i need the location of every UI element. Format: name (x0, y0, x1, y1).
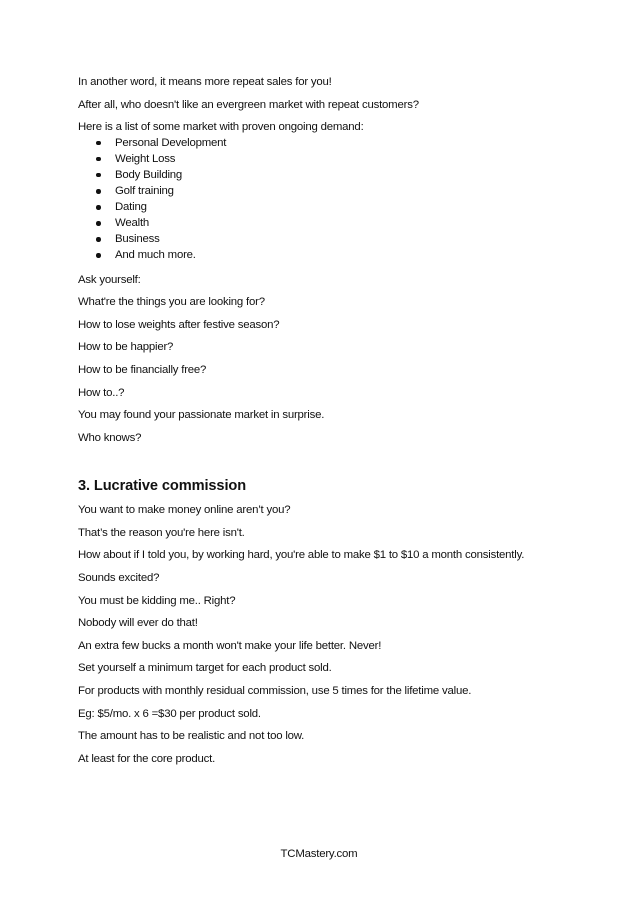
bullet-icon (96, 173, 101, 178)
ask-line-1: Ask yourself: (78, 273, 141, 286)
ask-line-7: You may found your passionate market in surprise. (78, 409, 325, 422)
page-footer (0, 848, 638, 860)
section-heading: 3. Lucrative commission (78, 478, 247, 495)
footer-text: TCMastery.com (280, 848, 358, 860)
list-item-text: Wealth (115, 217, 150, 230)
ask-line-2: What're the things you are looking for? (78, 296, 265, 309)
list-item (78, 215, 578, 231)
bullet-icon (96, 205, 101, 210)
section-line-9: For products with monthly residual commission, use 5 times for the lifetime value. (78, 685, 472, 698)
ask-line-8: Who knows? (78, 431, 142, 444)
list-item (78, 199, 578, 215)
bullet-icon (96, 253, 101, 258)
section-line-11: The amount has to be realistic and not too low. (78, 730, 305, 743)
section-line-2: That’s the reason you're here isn't. (78, 526, 245, 539)
bullet-icon (96, 189, 101, 194)
ask-line-6: How to..? (78, 386, 125, 399)
section-line-12: At least for the core product. (78, 752, 216, 765)
bullet-icon (96, 157, 101, 162)
list-item-text: And much more. (115, 249, 196, 262)
list-item-text: Weight Loss (115, 152, 176, 165)
ask-line-3: How to lose weights after festive season? (78, 318, 280, 331)
list-item (78, 183, 578, 199)
list-item-text: Golf training (115, 185, 174, 198)
list-item (78, 231, 578, 247)
section-line-3: How about if I told you, by working hard, you're able to make $1 to $10 a month consistently. (78, 549, 525, 562)
document-page (78, 74, 578, 773)
section-line-10: Eg: $5/mo. x 6 =$30 per product sold. (78, 707, 261, 720)
intro-line-1: In another word, it means more repeat sales for you! (78, 76, 332, 88)
list-item (78, 247, 578, 263)
list-item-text: Personal Development (115, 136, 227, 149)
market-list (78, 135, 578, 264)
list-item (78, 135, 578, 151)
intro-line-3: Here is a list of some market with proven ongoing demand: (78, 121, 364, 134)
section-line-6: Nobody will ever do that! (78, 617, 198, 630)
bullet-icon (96, 221, 101, 226)
section-line-7: An extra few bucks a month won't make your life better. Never! (78, 639, 382, 652)
intro-line-2: After all, who doesn't like an evergreen market with repeat customers? (78, 98, 419, 111)
section-line-5: You must be kidding me.. Right? (78, 594, 236, 607)
section-line-4: Sounds excited? (78, 572, 160, 585)
section-spacer (78, 452, 578, 476)
list-item (78, 167, 578, 183)
list-item-text: Dating (115, 201, 147, 214)
bullet-icon (96, 237, 101, 242)
bullet-icon (96, 141, 101, 146)
list-item (78, 151, 578, 167)
list-item-text: Business (115, 233, 160, 246)
ask-line-4: How to be happier? (78, 341, 174, 354)
section-line-8: Set yourself a minimum target for each product sold. (78, 662, 332, 675)
section-line-1: You want to make money online aren’t you? (78, 504, 291, 517)
list-item-text: Body Building (115, 168, 183, 181)
ask-line-5: How to be financially free? (78, 363, 207, 376)
